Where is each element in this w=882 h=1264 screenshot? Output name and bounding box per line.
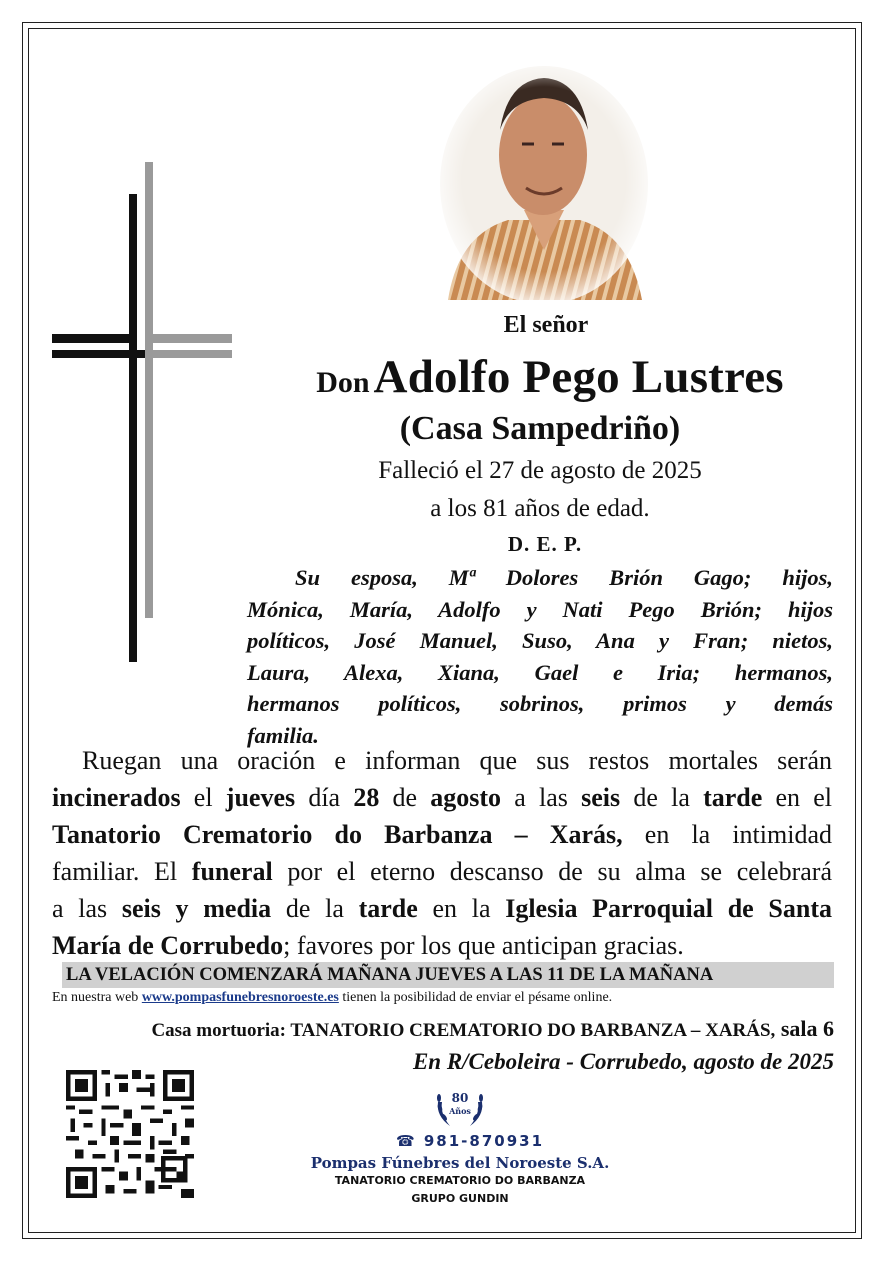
website-link[interactable]: www.pompasfunebresnoroeste.es <box>141 990 339 1005</box>
house-alias: (Casa Sampedriño) <box>399 410 681 447</box>
phone-icon: ☎ <box>395 1132 417 1150</box>
announcement-line: a las seis y media de la tarde en la Iglesia Parroquial de Santa <box>52 894 833 923</box>
web-note: En nuestra web www.pompasfunebresnoroeste.es tienen la posibilidad de enviar el pésame online. <box>52 990 613 1005</box>
svg-text:80: 80 <box>451 1091 469 1105</box>
family-line: políticos, José Manuel, Suso, Ana y Fran; nietos, <box>247 628 833 653</box>
announcement-line: María de Corrubedo; favores por los que anticipan gracias. <box>52 931 684 960</box>
age: a los 81 años de edad. <box>430 495 650 522</box>
company-line-1: TANATORIO CREMATORIO DO BARBANZA <box>334 1174 586 1187</box>
family-line: Su esposa, Mª Dolores Brión Gago; hijos, <box>295 565 833 590</box>
wake-banner: LA VELACIÓN COMENZARÁ MAÑANA JUEVES A LAS 11 DE LA MAÑANA <box>62 962 834 988</box>
place-date: En R/Ceboleira - Corrubedo, agosto de 2025 <box>412 1049 834 1074</box>
announcement-line: incinerados el jueves día 28 de agosto a las seis de la tarde en el <box>52 783 833 812</box>
family-line: familia. <box>247 722 319 748</box>
company-name: Pompas Fúnebres del Noroeste S.A. <box>310 1154 610 1172</box>
portrait-photo <box>438 60 650 300</box>
qr-code-icon[interactable] <box>66 1070 194 1198</box>
announcement-line: Tanatorio Crematorio do Barbanza – Xarás, en la intimidad <box>52 820 832 849</box>
anniversary-seal-icon <box>430 1080 490 1130</box>
phone-number: ☎ 981-870931 <box>395 1132 545 1150</box>
company-line-2: GRUPO GUNDIN <box>411 1192 509 1205</box>
family-line: Laura, Alexa, Xiana, Gael e Iria; hermanos, <box>247 659 833 685</box>
funeral-announcement <box>52 742 832 964</box>
family-list <box>247 562 833 751</box>
death-date: Falleció el 27 de agosto de 2025 <box>378 457 702 484</box>
svg-text:Años: Años <box>449 1106 471 1116</box>
funeral-home: Casa mortuoria: TANATORIO CREMATORIO DO BARBANZA – XARÁS, sala 6 <box>151 1016 834 1041</box>
title-prefix: El señor <box>503 312 589 338</box>
honorific: Don <box>316 366 370 399</box>
announcement-line: familiar. El funeral por el eterno descanso de su alma se celebrará <box>52 857 832 886</box>
name-text: Adolfo Pego Lustres <box>373 351 784 403</box>
announcement-line: Ruegan una oración e informan que sus restos mortales serán <box>82 746 832 775</box>
deceased-name <box>260 350 840 404</box>
family-line: Mónica, María, Adolfo y Nati Pego Brión; hijos <box>247 596 833 622</box>
family-line: hermanos políticos, sobrinos, primos y demás <box>247 691 833 716</box>
rip-text: D. E. P. <box>507 532 583 556</box>
cross-icon <box>52 162 232 662</box>
